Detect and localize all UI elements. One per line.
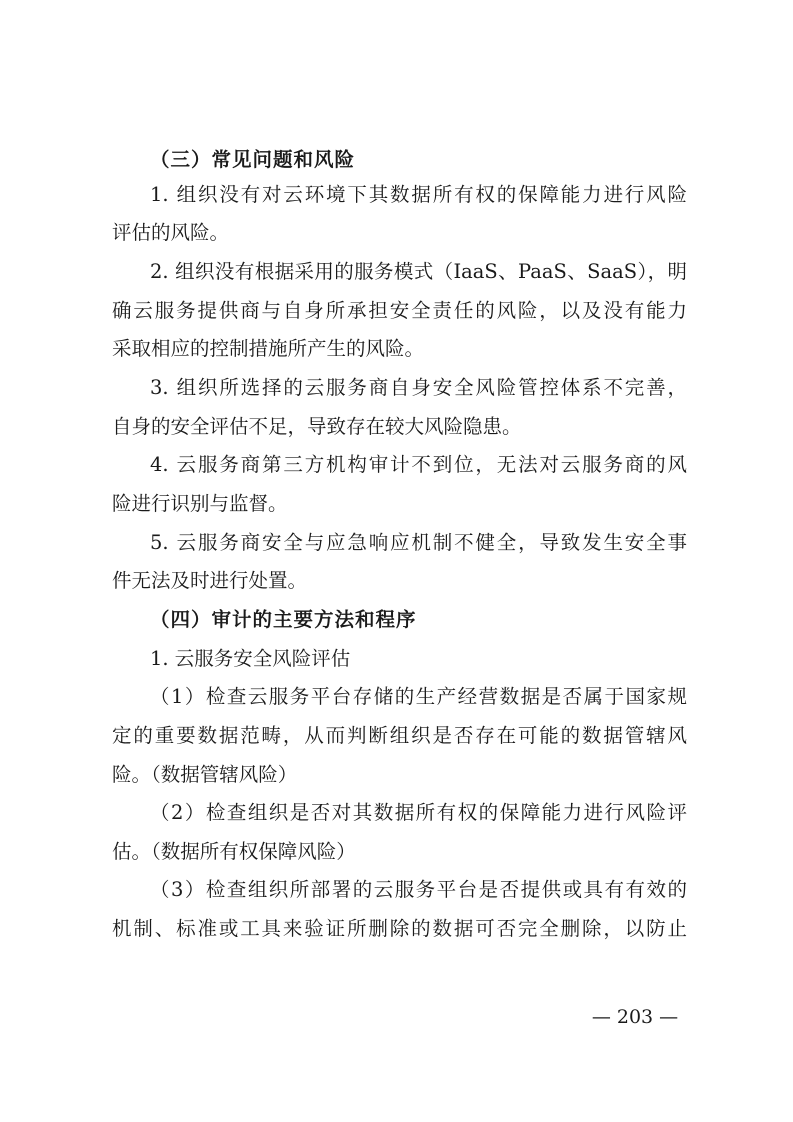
section-heading-4: （四）审计的主要方法和程序 <box>150 608 417 631</box>
paragraph-line: 3. 组织所选择的云服务商自身安全风险管控体系不完善， <box>150 376 687 399</box>
paragraph-line: 险进行识别与监督。 <box>112 492 288 515</box>
paragraph-line: （1）检查云服务平台存储的生产经营数据是否属于国家规 <box>150 685 687 708</box>
paragraph-line: 5. 云服务商安全与应急响应机制不健全，导致发生安全事 <box>150 531 687 554</box>
paragraph-line: 采取相应的控制措施所产生的风险。 <box>112 337 425 360</box>
paragraph-line: 机制、标准或工具来验证所删除的数据可否完全删除，以防止 <box>112 917 687 940</box>
section-heading-3: （三）常见问题和风险 <box>150 148 356 171</box>
paragraph-line: 1. 组织没有对云环境下其数据所有权的保障能力进行风险 <box>150 183 687 206</box>
paragraph-line: 4. 云服务商第三方机构审计不到位，无法对云服务商的风 <box>150 453 687 476</box>
page-number: — 203 — <box>591 1006 679 1028</box>
paragraph-line: 确云服务提供商与自身所承担安全责任的风险，以及没有能力 <box>112 299 687 322</box>
paragraph-line: 2. 组织没有根据采用的服务模式（IaaS、PaaS、SaaS），明 <box>150 260 687 283</box>
paragraph-line: 件无法及时进行处置。 <box>112 569 308 592</box>
paragraph-line: 评估的风险。 <box>112 221 230 244</box>
paragraph-line: 估。（数据所有权保障风险） <box>112 840 356 863</box>
paragraph-line: 险。（数据管辖风险） <box>112 763 298 786</box>
paragraph-line: （3）检查组织所部署的云服务平台是否提供或具有有效的 <box>150 878 687 901</box>
subsection-title: 1. 云服务安全风险评估 <box>150 647 351 670</box>
paragraph-line: （2）检查组织是否对其数据所有权的保障能力进行风险评 <box>150 801 687 824</box>
paragraph-line: 自身的安全评估不足，导致存在较大风险隐患。 <box>112 415 522 438</box>
paragraph-line: 定的重要数据范畴，从而判断组织是否存在可能的数据管辖风 <box>112 724 687 747</box>
